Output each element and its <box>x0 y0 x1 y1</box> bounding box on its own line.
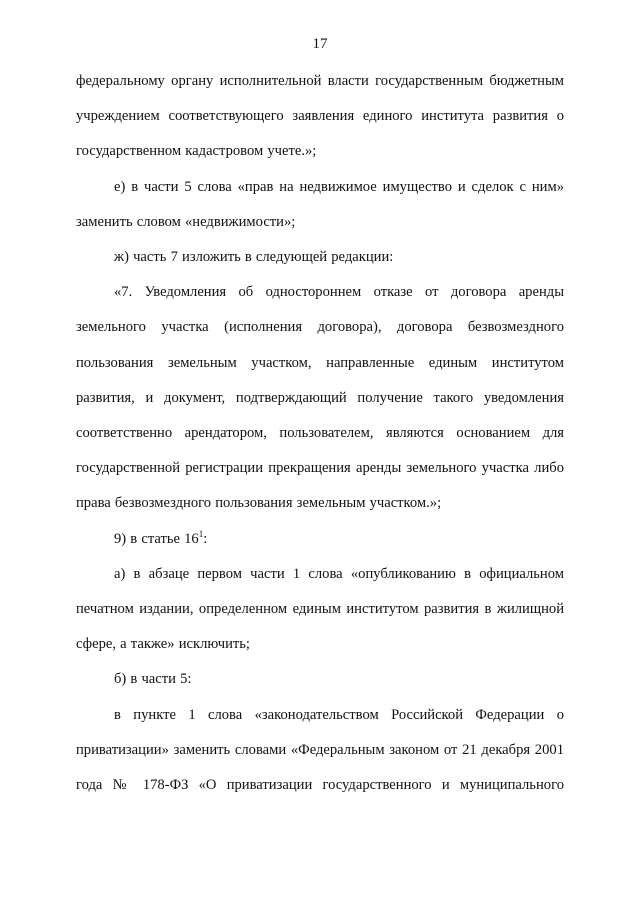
paragraph-item-zh: ж) часть 7 изложить в следующей редакции: <box>114 249 394 266</box>
paragraph-continuation: федеральному органу исполнительной власти государственным бюджетным учреждением соответствующего заявления единого института развития о государственном кадастровом учете.»; <box>76 73 564 160</box>
paragraph-item-a: а) в абзаце первом части 1 слова «опубликованию в официальном печатном издании, определенном единым институтом развития в жилищной сфере, а также» исключить; <box>76 565 564 653</box>
document-body <box>76 64 564 803</box>
paragraph-point-1: в пункте 1 слова «законодательством Российской Федерации о приватизации» заменить словами «Федеральным законом от 21 декабря 2001 года № 178-ФЗ «О приватизации государственного и муниципального <box>76 706 564 794</box>
page-number: 17 <box>312 36 328 52</box>
paragraph-item-b: б) в части 5: <box>114 671 192 688</box>
article-superscript: 1 <box>198 528 204 539</box>
item-9-colon: : <box>203 530 208 547</box>
paragraph-quote-part-7: «7. Уведомления об одностороннем отказе от договора аренды земельного участка (исполнения договора), договора безвозмездного пользования земельным участком, направленные единым институтом развития, и документ, подтверждающий получение такого уведомления соответственно арендатором, пользователем, являются основанием для государственной регистрации прекращения аренды земельного участка либо права безвозмездного пользования земельным участком.»; <box>76 284 564 512</box>
item-9-text: 9) в статье 16 <box>114 530 199 547</box>
paragraph-item-e: е) в части 5 слова «прав на недвижимое имущество и сделок с ним» заменить словом «недвижимости»; <box>76 178 564 230</box>
paragraph-item-9 <box>76 522 564 557</box>
